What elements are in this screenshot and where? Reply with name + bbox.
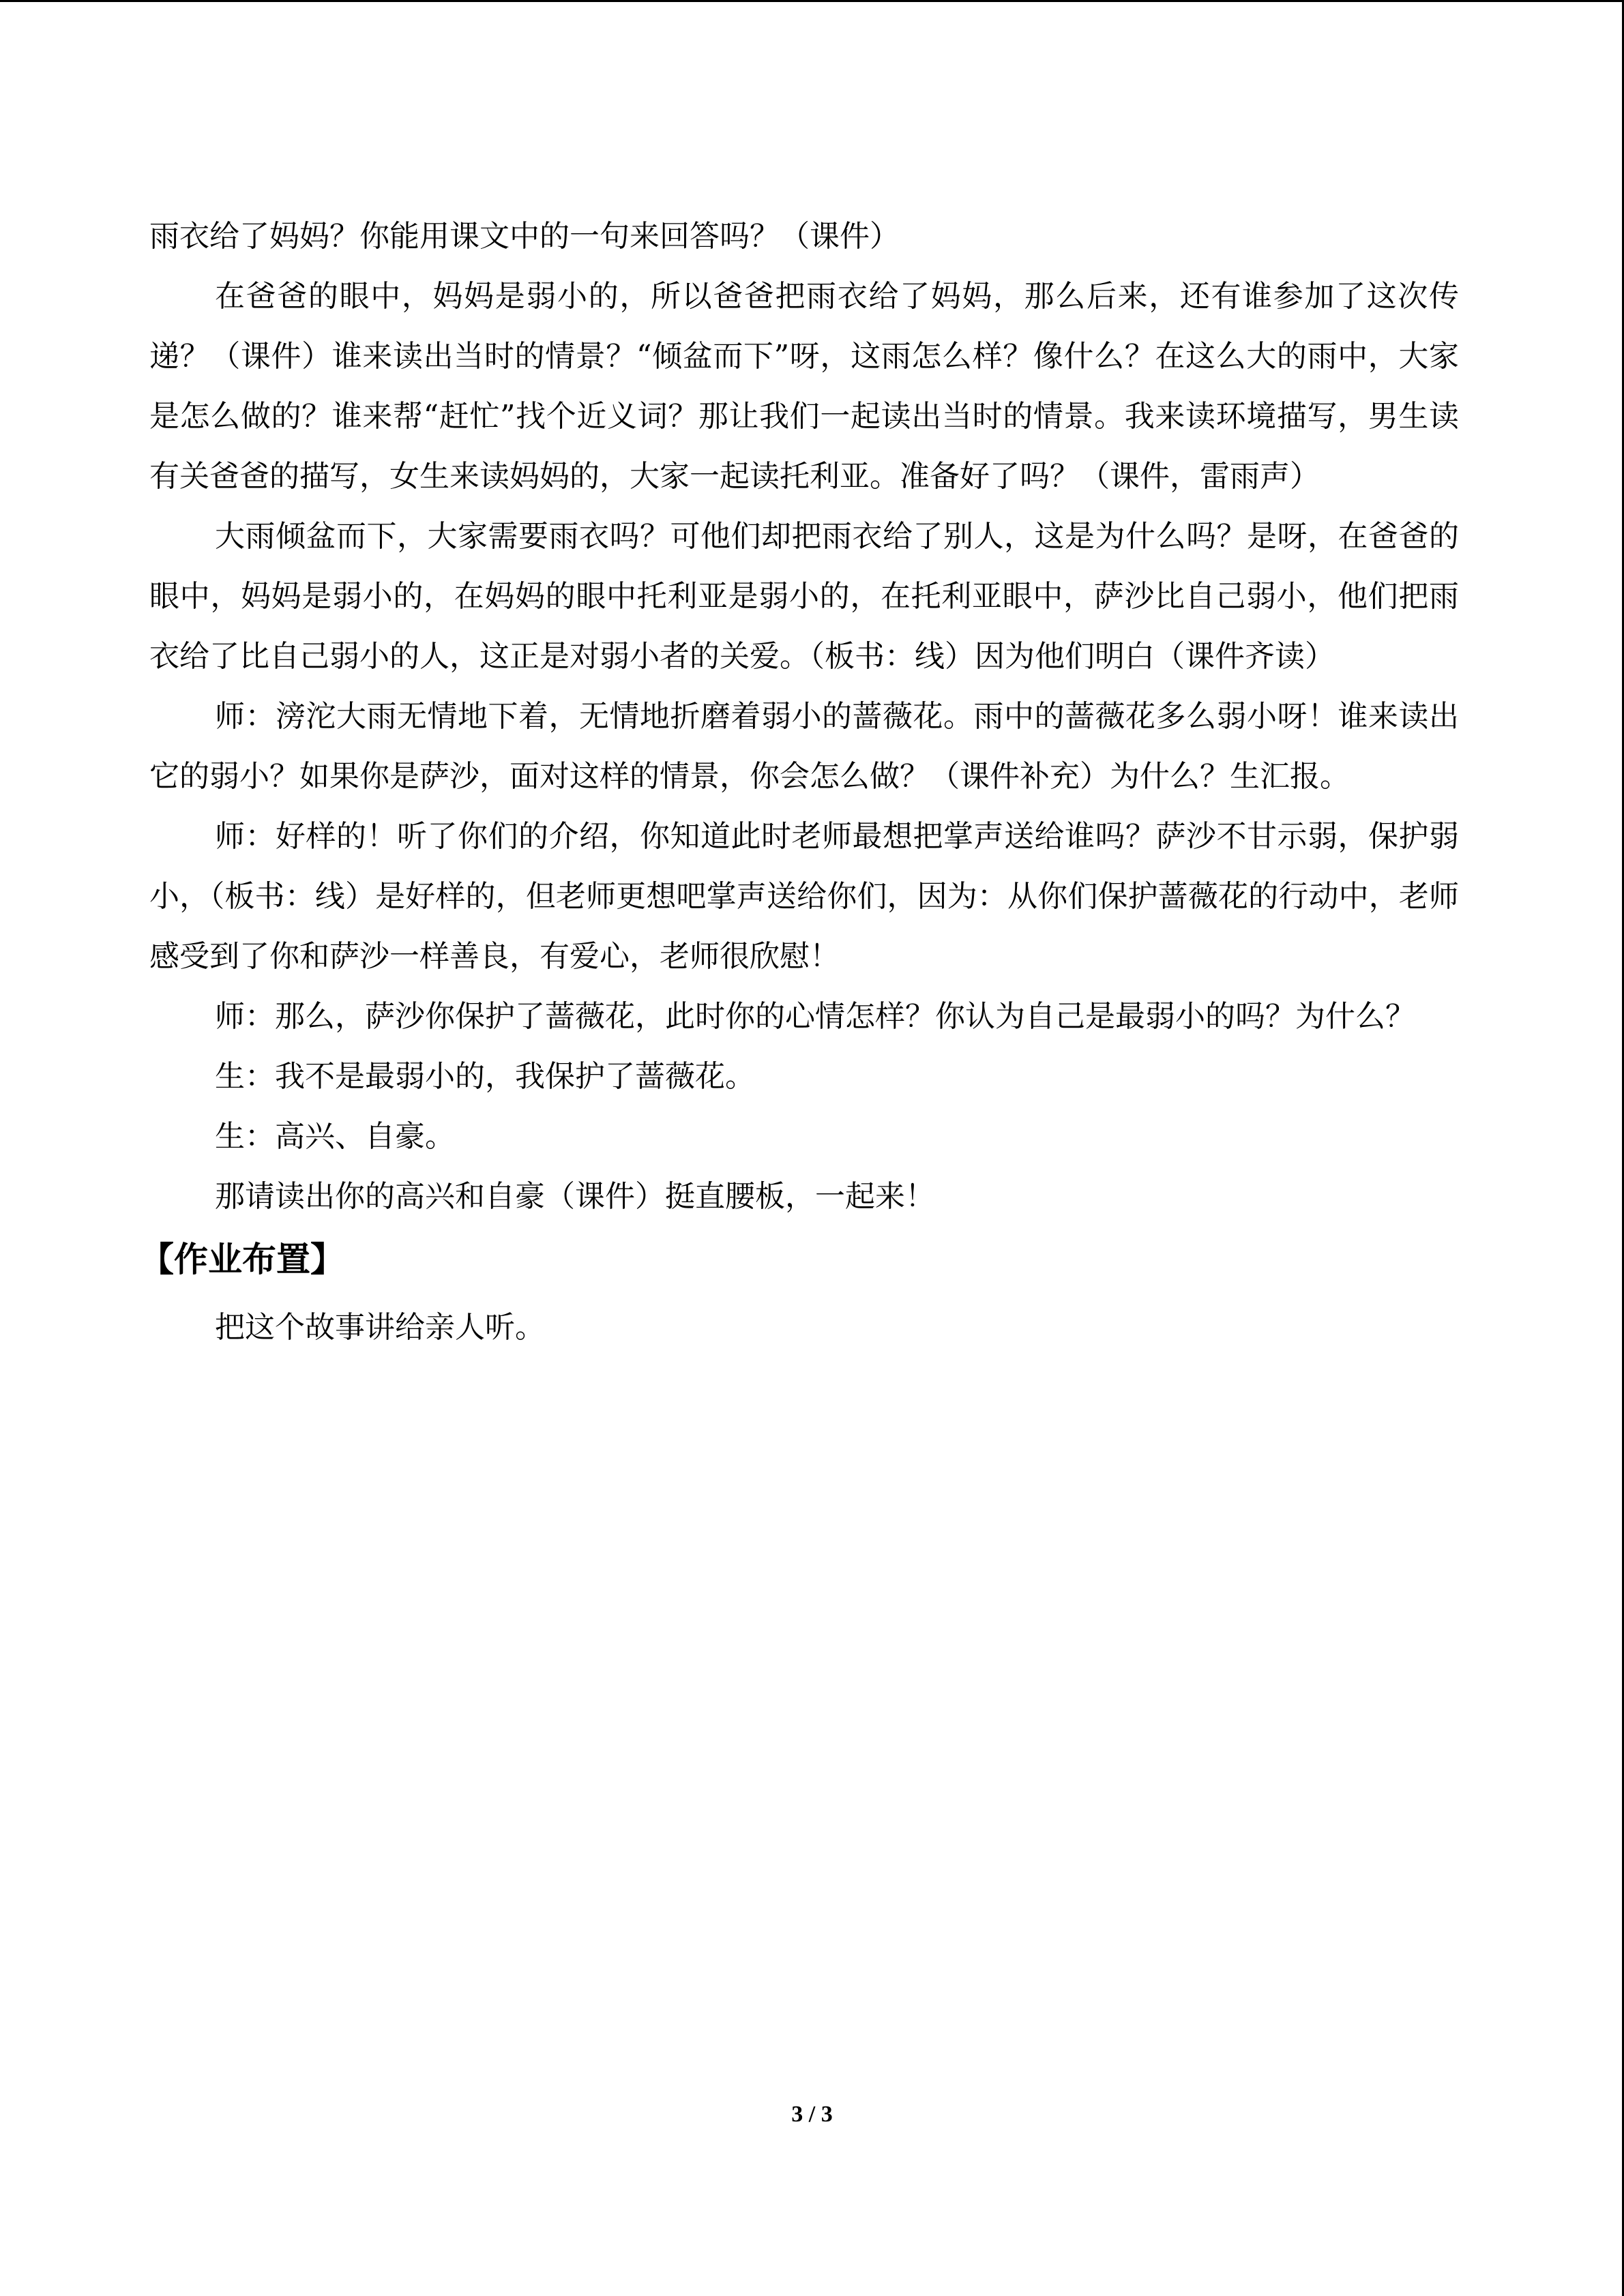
paragraph-6: 师：那么，萨沙你保护了蔷薇花，此时你的心情怎样？你认为自己是最弱小的吗？为什么？ [215, 999, 1415, 1034]
paragraph-4: 师：滂沱大雨无情地下着，无情地折磨着弱小的蔷薇花。雨中的蔷薇花多么弱小呀！谁来读出它的弱小？如果你是萨沙，面对这样的情景，你会怎么做？（课件补充）为什么？生汇报。 [149, 699, 1459, 794]
homework-text: 把这个故事讲给亲人听。 [215, 1310, 545, 1345]
document-body [140, 207, 1460, 1358]
paragraph-7: 生：我不是最弱小的，我保护了蔷薇花。 [215, 1059, 755, 1094]
paragraph-9: 那请读出你的高兴和自豪（课件）挺直腰板，一起来！ [215, 1179, 935, 1214]
page-number: 3 / 3 [791, 2102, 833, 2127]
paragraph-5: 师：好样的！听了你们的介绍，你知道此时老师最想把掌声送给谁吗？萨沙不甘示弱，保护弱小，（板书：线）是好样的，但老师更想吧掌声送给你们，因为：从你们保护蔷薇花的行动中，老师感受到了你和萨沙一样善良，有爱心，老师很欣慰！ [149, 819, 1459, 974]
homework-heading: 【作业布置】 [140, 1240, 344, 1279]
paragraph-1: 雨衣给了妈妈？你能用课文中的一句来回答吗？（课件） [149, 219, 900, 254]
paragraph-8: 生：高兴、自豪。 [215, 1119, 455, 1154]
paragraph-2: 在爸爸的眼中，妈妈是弱小的，所以爸爸把雨衣给了妈妈，那么后来，还有谁参加了这次传递？（课件）谁来读出当时的情景？“倾盆而下”呀，这雨怎么样？像什么？在这么大的雨中，大家是怎么做的？谁来帮“赶忙”找个近义词？那让我们一起读出当时的情景。我来读环境描写，男生读有关爸爸的描写，女生来读妈妈的，大家一起读托利亚。准备好了吗？（课件，雷雨声） [149, 279, 1460, 494]
paragraph-3: 大雨倾盆而下，大家需要雨衣吗？可他们却把雨衣给了别人，这是为什么吗？是呀，在爸爸的眼中，妈妈是弱小的，在妈妈的眼中托利亚是弱小的，在托利亚眼中，萨沙比自己弱小，他们把雨衣给了比自己弱小的人，这正是对弱小者的关爱。（板书：线）因为他们明白（课件齐读） [149, 519, 1459, 674]
